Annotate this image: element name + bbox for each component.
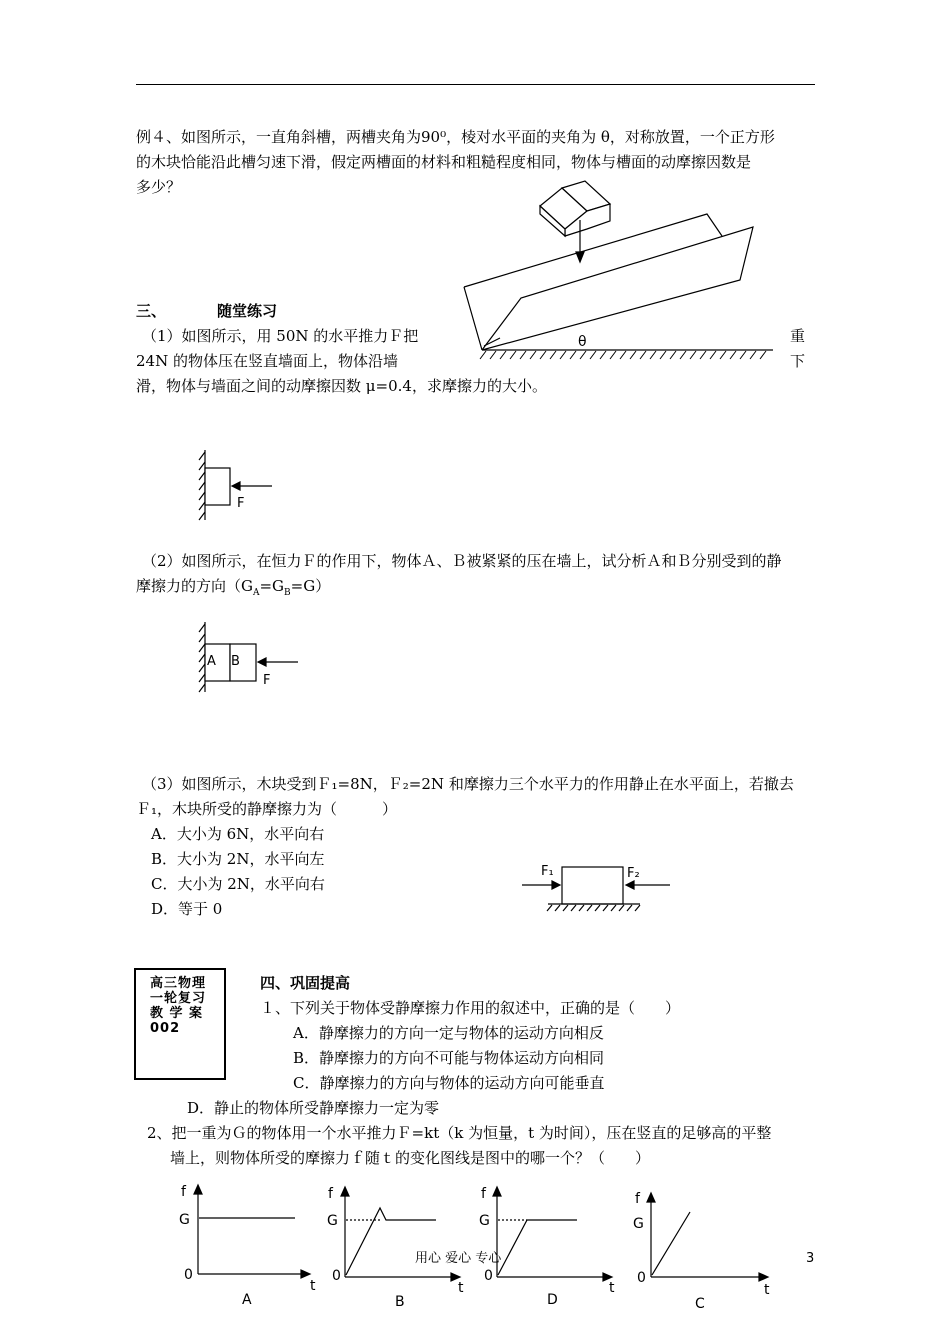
graph-d [493, 1187, 612, 1281]
s4-q1-option-a: A．静摩擦力的方向一定与物体的运动方向相反 [293, 1024, 604, 1042]
theta-label: θ [578, 334, 587, 350]
q2-line2: 摩擦力的方向$(G_A=G_B=G)$ [136, 577, 331, 598]
q1-line2-tail: 下 [790, 352, 806, 370]
q3-fig-F2: F₂ [627, 866, 640, 881]
graph-b-f: f [328, 1186, 333, 1202]
q3-line1: （3）如图所示，木块受到Ｆ₁=8N，Ｆ₂=2N 和摩擦力三个水平力的作用静止在水平面上，若撤去 [142, 775, 794, 793]
q2-fig-B: B [231, 654, 240, 669]
example4-line2: 的木块恰能沿此槽匀速下滑，假定两槽面的材料和粗糙程度相同，物体与槽面的动摩擦因数是 [136, 153, 752, 171]
section3-heading: 随堂练习 [217, 302, 278, 320]
q2-fig-F: F [263, 673, 271, 688]
graph-a-zero: 0 [184, 1267, 193, 1283]
graph-d-label: D [547, 1292, 558, 1308]
q3-option-d: D．等于 0 [151, 900, 223, 918]
graph-c-curve [652, 1212, 690, 1275]
s4-q2-line2: 墙上，则物体所受的摩擦力ｆ随ｔ的变化图线是图中的哪一个？（ ） [170, 1149, 651, 1167]
graph-b-zero: 0 [332, 1268, 341, 1284]
q1-line2: 24N 的物体压在竖直墙面上，物体沿墙 [136, 352, 398, 370]
graph-a-t: t [310, 1278, 316, 1294]
page-number: 3 [806, 1251, 815, 1266]
section3-heading-num: 三、 [136, 302, 167, 320]
q3-option-a: A．大小为 6N，水平向右 [151, 825, 325, 843]
graph-c-f: f [635, 1191, 640, 1207]
graph-a-G: G [179, 1212, 190, 1228]
section4-heading: 四、巩固提高 [260, 974, 351, 992]
q1-line3: 滑，物体与墙面之间的动摩擦因数 μ=0.4，求摩擦力的大小。 [136, 377, 547, 395]
graph-a-f: f [181, 1184, 186, 1200]
graph-d-f: f [481, 1186, 486, 1202]
graph-d-G: G [479, 1213, 490, 1229]
q3-line2: Ｆ₁，木块所受的静摩擦力为（ ） [136, 800, 398, 818]
graph-d-zero: 0 [484, 1268, 493, 1284]
s4-q1-stem: １、下列关于物体受静摩擦力作用的叙述中，正确的是（ ） [260, 999, 681, 1017]
q2-line1: （2）如图所示，在恒力Ｆ的作用下，物体Ａ、Ｂ被紧紧的压在墙上，试分析Ａ和Ｂ分别受到的静 [142, 552, 782, 570]
example4-line3: 多少？ [136, 178, 182, 196]
badge-line-3: 教 学 案 [150, 1006, 204, 1021]
s4-q1-option-b: B．静摩擦力的方向不可能与物体运动方向相同 [293, 1049, 605, 1067]
example4-line1: 例４、如图所示，一直角斜槽，两槽夹角为90⁰，棱对水平面的夹角为 θ，对称放置，一个正方形 [136, 128, 775, 146]
graph-b-label: B [395, 1294, 405, 1310]
q1-line1-tail: 重 [790, 327, 806, 345]
s4-q1-option-d: D．静止的物体所受静摩擦力一定为零 [187, 1099, 440, 1117]
s4-q1-option-c: C．静摩擦力的方向与物体的运动方向可能垂直 [293, 1074, 605, 1092]
q1-line1: （1）如图所示，用 50N 的水平推力Ｆ把 [142, 327, 419, 345]
graph-d-t: t [609, 1280, 615, 1296]
graph-c-G: G [633, 1216, 644, 1232]
graph-c-t: t [764, 1282, 770, 1298]
graph-c-label: C [695, 1296, 705, 1312]
badge-line-4: 002 [150, 1021, 181, 1036]
footer-motto: 用心 爱心 专心 [415, 1251, 502, 1266]
graph-a-label: A [242, 1292, 252, 1308]
graph-b-G: G [327, 1213, 338, 1229]
q2-fig-A: A [207, 654, 216, 669]
graph-b-t: t [458, 1280, 464, 1296]
graph-a [194, 1185, 310, 1278]
graph-c [647, 1193, 768, 1281]
q3-fig-F1: F₁ [541, 864, 554, 879]
graph-c-zero: 0 [637, 1270, 646, 1286]
badge-line-2: 一轮复习 [150, 991, 207, 1006]
badge-line-1: 高三物理 [150, 976, 207, 991]
s4-q2-line1: 2、把一重为Ｇ的物体用一个水平推力Ｆ=kt（k 为恒量，t 为时间），压在竖直的足够高的平整 [147, 1124, 772, 1142]
graph-d-curve [498, 1220, 577, 1275]
q1-fig-F: F [237, 496, 245, 511]
q3-option-b: B．大小为 2N，水平向左 [151, 850, 325, 868]
q3-option-c: C．大小为 2N，水平向右 [151, 875, 325, 893]
